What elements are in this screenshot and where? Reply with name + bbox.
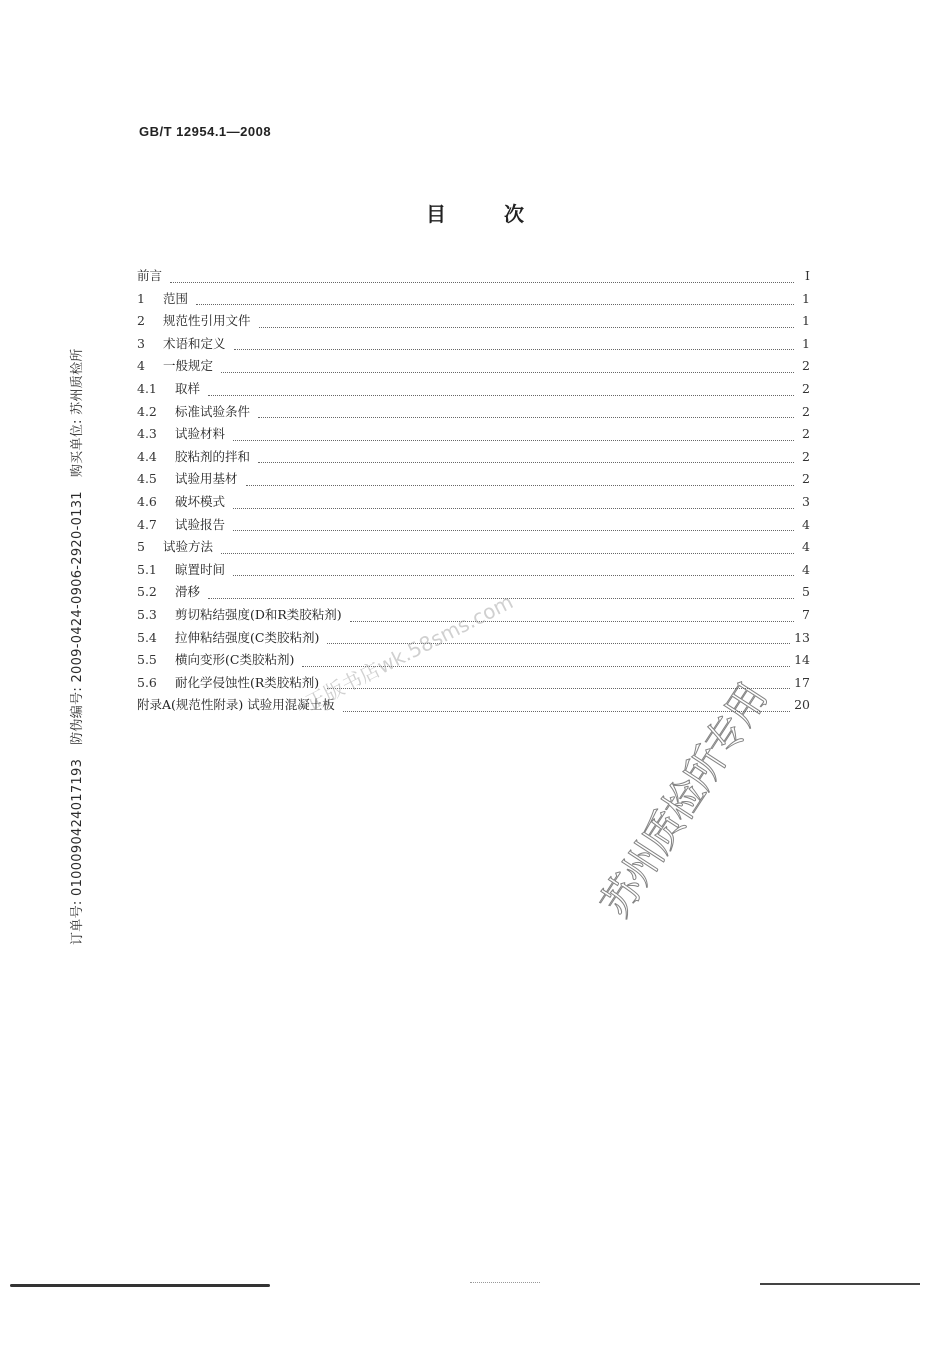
toc-number: 5.3 xyxy=(137,606,157,622)
url-watermark: 正版书店wk.58sms.com xyxy=(301,589,517,715)
toc-entry[interactable] xyxy=(137,536,810,559)
toc-entry[interactable] xyxy=(137,672,810,695)
toc-page: 4 xyxy=(802,516,810,532)
toc-label: 胶粘剂的拌和 xyxy=(175,448,251,464)
toc-number: 5 xyxy=(137,539,145,555)
toc-label: 范围 xyxy=(163,290,189,306)
toc-leader xyxy=(221,372,794,373)
table-of-contents xyxy=(137,265,810,717)
toc-entry[interactable] xyxy=(137,468,810,491)
toc-page: 4 xyxy=(802,539,810,555)
toc-entry[interactable] xyxy=(137,310,810,333)
toc-entry[interactable] xyxy=(137,378,810,401)
toc-page: I xyxy=(805,268,810,283)
toc-page: 13 xyxy=(794,629,810,645)
page-title xyxy=(0,198,950,227)
toc-entry[interactable] xyxy=(137,649,810,672)
toc-label: 滑移 xyxy=(175,584,201,600)
toc-page: 1 xyxy=(802,313,810,329)
toc-label: 晾置时间 xyxy=(175,561,226,577)
toc-number: 5.4 xyxy=(137,629,157,645)
toc-number: 2 xyxy=(137,313,145,329)
toc-leader xyxy=(259,327,794,328)
buyer-unit: 购买单位: 苏州质检所 xyxy=(70,348,85,478)
toc-number: 4 xyxy=(137,358,145,374)
toc-number: 3 xyxy=(137,335,145,351)
toc-number: 4.1 xyxy=(137,380,157,396)
toc-number: 4.5 xyxy=(137,471,157,487)
usage-stamp-watermark: 苏州质检所专用 xyxy=(592,676,777,925)
toc-label: 试验报告 xyxy=(175,516,226,532)
toc-page: 1 xyxy=(802,290,810,306)
toc-label: 规范性引用文件 xyxy=(163,313,251,329)
toc-entry[interactable] xyxy=(137,491,810,514)
toc-page: 17 xyxy=(794,674,810,690)
toc-entry[interactable] xyxy=(137,446,810,469)
purchase-stamp xyxy=(66,348,85,945)
toc-number: 5.5 xyxy=(137,652,157,668)
toc-page: 7 xyxy=(802,606,810,622)
toc-page: 20 xyxy=(794,697,810,713)
toc-entry[interactable] xyxy=(137,401,810,424)
toc-label: 破坏模式 xyxy=(175,493,226,509)
title-char-2: 次 xyxy=(504,202,524,226)
toc-number: 5.6 xyxy=(137,674,157,690)
toc-label: 前言 xyxy=(137,268,163,283)
toc-page: 4 xyxy=(802,561,810,577)
anti-fake-number: 防伪编号: 2009-0424-0906-2920-0131 xyxy=(70,491,85,745)
toc-page: 3 xyxy=(802,493,810,509)
toc-leader xyxy=(233,575,794,576)
standard-code: GB/T 12954.1—2008 xyxy=(139,124,272,139)
toc-leader xyxy=(246,485,794,486)
toc-leader xyxy=(350,621,794,622)
toc-leader xyxy=(233,530,794,531)
toc-number: 4.4 xyxy=(137,448,157,464)
toc-label: 试验用基材 xyxy=(175,471,238,487)
toc-leader xyxy=(258,462,794,463)
toc-leader xyxy=(234,349,794,350)
toc-entry[interactable] xyxy=(137,423,810,446)
toc-label: 试验方法 xyxy=(163,539,214,555)
toc-label: 标准试验条件 xyxy=(175,403,251,419)
toc-number: 1 xyxy=(137,290,145,306)
toc-leader xyxy=(258,417,794,418)
toc-number: 4.3 xyxy=(137,426,157,442)
toc-label: 术语和定义 xyxy=(163,335,226,351)
toc-label: 取样 xyxy=(175,380,201,396)
toc-number: 5.1 xyxy=(137,561,157,577)
toc-page: 2 xyxy=(802,426,810,442)
bottom-rule-left xyxy=(10,1284,270,1287)
toc-entry[interactable] xyxy=(137,333,810,356)
toc-label: 横向变形(C类胶粘剂) xyxy=(175,652,295,668)
toc-number: 5.2 xyxy=(137,584,157,600)
toc-entry[interactable] xyxy=(137,514,810,537)
toc-page: 2 xyxy=(802,358,810,374)
bottom-rule-right xyxy=(760,1283,920,1285)
toc-page: 5 xyxy=(802,584,810,600)
toc-page: 14 xyxy=(794,652,810,668)
toc-label: 耐化学侵蚀性(R类胶粘剂) xyxy=(175,674,320,690)
toc-label: 剪切粘结强度(D和R类胶粘剂) xyxy=(175,606,342,622)
toc-leader xyxy=(233,508,794,509)
toc-number: 4.7 xyxy=(137,516,157,532)
toc-leader xyxy=(233,440,794,441)
toc-page: 1 xyxy=(802,335,810,351)
scan-artifact xyxy=(470,1281,540,1283)
toc-label: 附录A(规范性附录) 试验用混凝土板 xyxy=(137,697,335,713)
toc-number: 4.2 xyxy=(137,403,157,419)
toc-leader xyxy=(221,553,794,554)
toc-page: 2 xyxy=(802,403,810,419)
toc-label: 试验材料 xyxy=(175,426,226,442)
toc-leader xyxy=(208,395,794,396)
toc-entry[interactable] xyxy=(137,355,810,378)
toc-label: 拉伸粘结强度(C类胶粘剂) xyxy=(175,629,320,645)
toc-page: 2 xyxy=(802,380,810,396)
title-char-1: 目 xyxy=(426,202,446,226)
toc-page: 2 xyxy=(802,448,810,464)
toc-number: 4.6 xyxy=(137,493,157,509)
toc-entry[interactable] xyxy=(137,559,810,582)
toc-entry[interactable] xyxy=(137,265,810,288)
toc-page: 2 xyxy=(802,471,810,487)
order-number: 订单号: 0100090424017193 xyxy=(70,758,85,945)
toc-entry[interactable] xyxy=(137,288,810,311)
toc-leader xyxy=(196,304,794,305)
toc-label: 一般规定 xyxy=(163,358,214,374)
toc-leader xyxy=(170,282,794,283)
